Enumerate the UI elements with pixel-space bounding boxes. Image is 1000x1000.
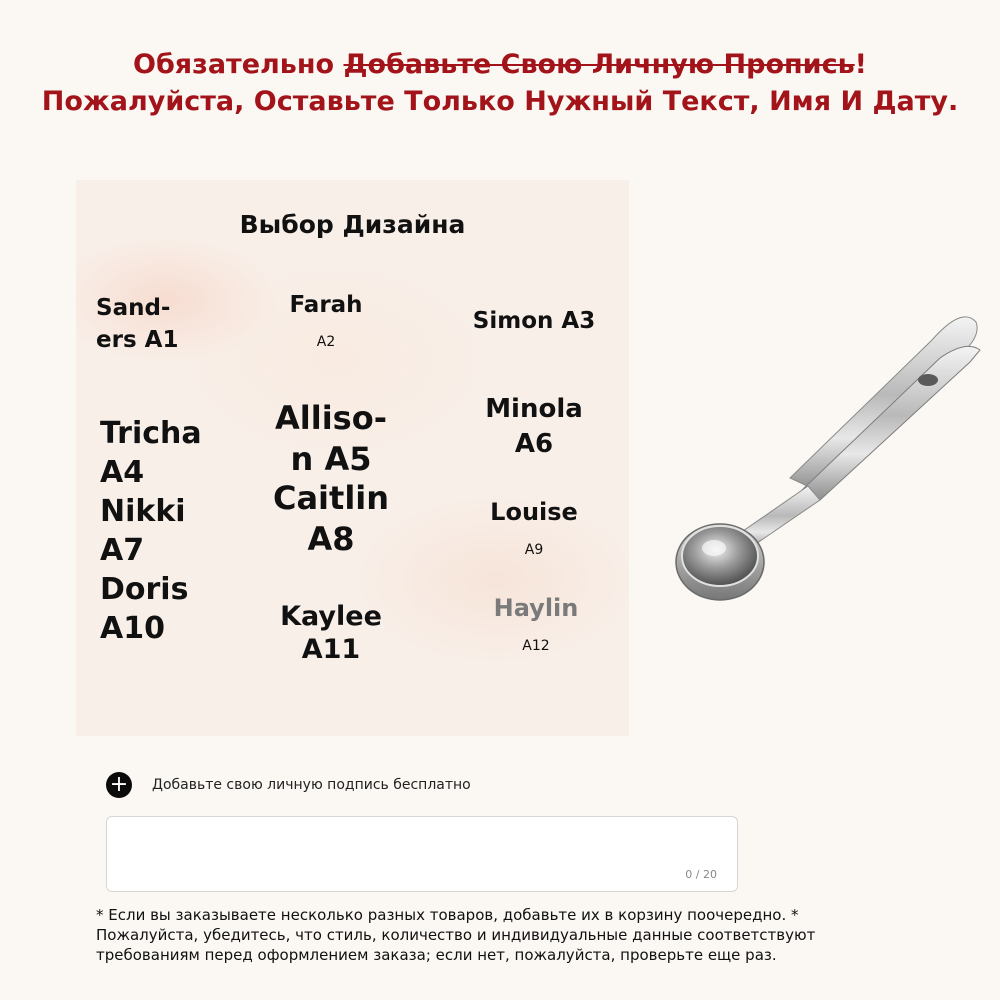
footnote-line-2: Пожалуйста, убедитесь, что стиль, количество и индивидуальные данные соответствуют (96, 926, 816, 944)
character-counter: 0 / 20 (685, 868, 717, 881)
plus-circle-icon[interactable]: + (106, 772, 132, 798)
notice-line-1: Обязательно Добавьте Свою Личную Пропись! (133, 49, 867, 80)
signature-input[interactable] (107, 817, 737, 891)
notice-strikethrough-text: Добавьте Свою Личную Пропись (343, 49, 855, 80)
design-option-a2[interactable]: Farah A2 (289, 292, 363, 350)
design-option-a5[interactable]: Alliso- n A5 (275, 399, 387, 478)
notice-line-2: Пожалуйста, Оставьте Только Нужный Текст, Имя И Дату. (41, 86, 959, 117)
design-option-a8[interactable]: Caitlin A8 (272, 479, 390, 558)
design-option-a7[interactable]: Nikki A7 (100, 494, 186, 568)
design-selection-panel (76, 180, 629, 736)
footnote-line-3: требованиям перед оформлением заказа; если нет, пожалуйста, проверьте еще раз. (96, 946, 777, 964)
design-option-a4[interactable]: Tricha A4 (100, 416, 202, 490)
design-option-a6[interactable]: Minola A6 (485, 394, 583, 459)
design-option-a3[interactable]: Simon A3 (472, 308, 596, 334)
signature-input-box (106, 816, 738, 892)
add-signature-label: Добавьте свою личную подпись бесплатно (152, 777, 471, 793)
measuring-spoon-clip-image (670, 300, 990, 610)
design-option-a12[interactable]: Haylin A12 (493, 594, 579, 654)
add-signature-row[interactable] (106, 770, 471, 800)
design-option-a10[interactable]: Doris A10 (100, 572, 189, 646)
footnote (96, 905, 956, 965)
design-option-a9[interactable]: Louise A9 (490, 498, 578, 558)
notice-banner (0, 46, 1000, 120)
design-title: Выбор Дизайна (239, 210, 466, 239)
footnote-line-1: * Если вы заказываете несколько разных товаров, добавьте их в корзину поочередно. * (96, 906, 799, 924)
design-option-a11[interactable]: Kaylee A11 (280, 601, 382, 665)
design-option-a1[interactable]: Sand- ers A1 (96, 295, 179, 353)
